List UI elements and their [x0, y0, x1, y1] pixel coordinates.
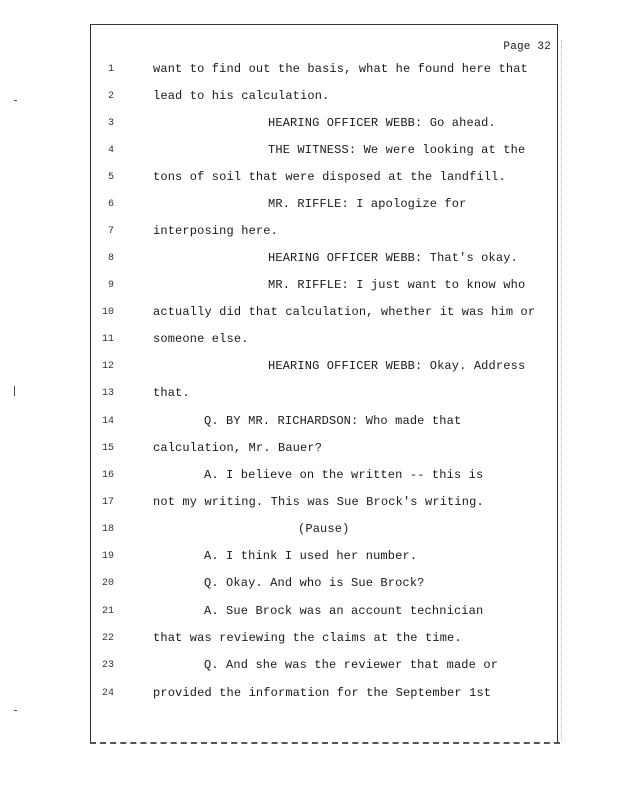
transcript-line: calculation, Mr. Bauer? — [153, 441, 323, 455]
line-number: 14 — [101, 416, 114, 427]
line-number: 23 — [101, 660, 114, 671]
transcript-line: actually did that calculation, whether it was him or — [153, 305, 536, 319]
transcript-line: someone else. — [153, 332, 249, 346]
line-number: 19 — [101, 551, 114, 562]
margin-scan-mark — [14, 386, 15, 396]
margin-scan-mark — [14, 710, 17, 711]
line-number: 1 — [107, 64, 114, 75]
line-number: 22 — [101, 633, 114, 644]
line-number: 12 — [101, 361, 114, 372]
transcript-line: HEARING OFFICER WEBB: That's okay. — [268, 251, 518, 265]
margin-scan-mark — [14, 100, 17, 101]
line-number: 3 — [107, 118, 114, 129]
transcript-line: Q. And she was the reviewer that made or — [204, 658, 499, 672]
line-number: 6 — [107, 199, 114, 210]
transcript-line: lead to his calculation. — [153, 89, 330, 103]
transcript-line: that was reviewing the claims at the time. — [153, 631, 462, 645]
line-number: 17 — [101, 497, 114, 508]
transcript-line: HEARING OFFICER WEBB: Okay. Address — [268, 359, 526, 373]
transcript-line: (Pause) — [298, 522, 350, 536]
line-number: 10 — [101, 307, 114, 318]
line-number: 24 — [101, 688, 114, 699]
line-number: 8 — [107, 253, 114, 264]
transcript-line: A. I believe on the written -- this is — [204, 468, 484, 482]
line-number: 21 — [101, 606, 114, 617]
line-number: 11 — [101, 334, 114, 345]
transcript-line: Q. BY MR. RICHARDSON: Who made that — [204, 414, 462, 428]
line-number: 16 — [101, 470, 114, 481]
line-number: 20 — [101, 578, 114, 589]
transcript-line: A. I think I used her number. — [204, 549, 418, 563]
transcript-line: THE WITNESS: We were looking at the — [268, 143, 526, 157]
transcript-line: A. Sue Brock was an account technician — [204, 604, 484, 618]
page-bottom-border — [90, 742, 560, 744]
transcript-line: HEARING OFFICER WEBB: Go ahead. — [268, 116, 496, 130]
line-number: 7 — [107, 226, 114, 237]
line-number: 13 — [101, 388, 114, 399]
transcript-line: that. — [153, 386, 190, 400]
page-number: Page 32 — [503, 41, 551, 53]
line-number: 15 — [101, 443, 114, 454]
transcript-line: not my writing. This was Sue Brock's writing. — [153, 495, 484, 509]
transcript-line: want to find out the basis, what he found here that — [153, 62, 528, 76]
transcript-line: provided the information for the September 1st — [153, 686, 492, 700]
transcript-line: interposing here. — [153, 224, 278, 238]
line-number: 2 — [107, 91, 114, 102]
scan-edge-artifact — [561, 40, 564, 740]
line-number: 4 — [107, 145, 114, 156]
transcript-line: tons of soil that were disposed at the landfill. — [153, 170, 506, 184]
transcript-line: Q. Okay. And who is Sue Brock? — [204, 576, 425, 590]
line-number: 9 — [107, 280, 114, 291]
transcript-line: MR. RIFFLE: I apologize for — [268, 197, 467, 211]
line-number: 5 — [107, 172, 114, 183]
transcript-line: MR. RIFFLE: I just want to know who — [268, 278, 526, 292]
line-number: 18 — [101, 524, 114, 535]
